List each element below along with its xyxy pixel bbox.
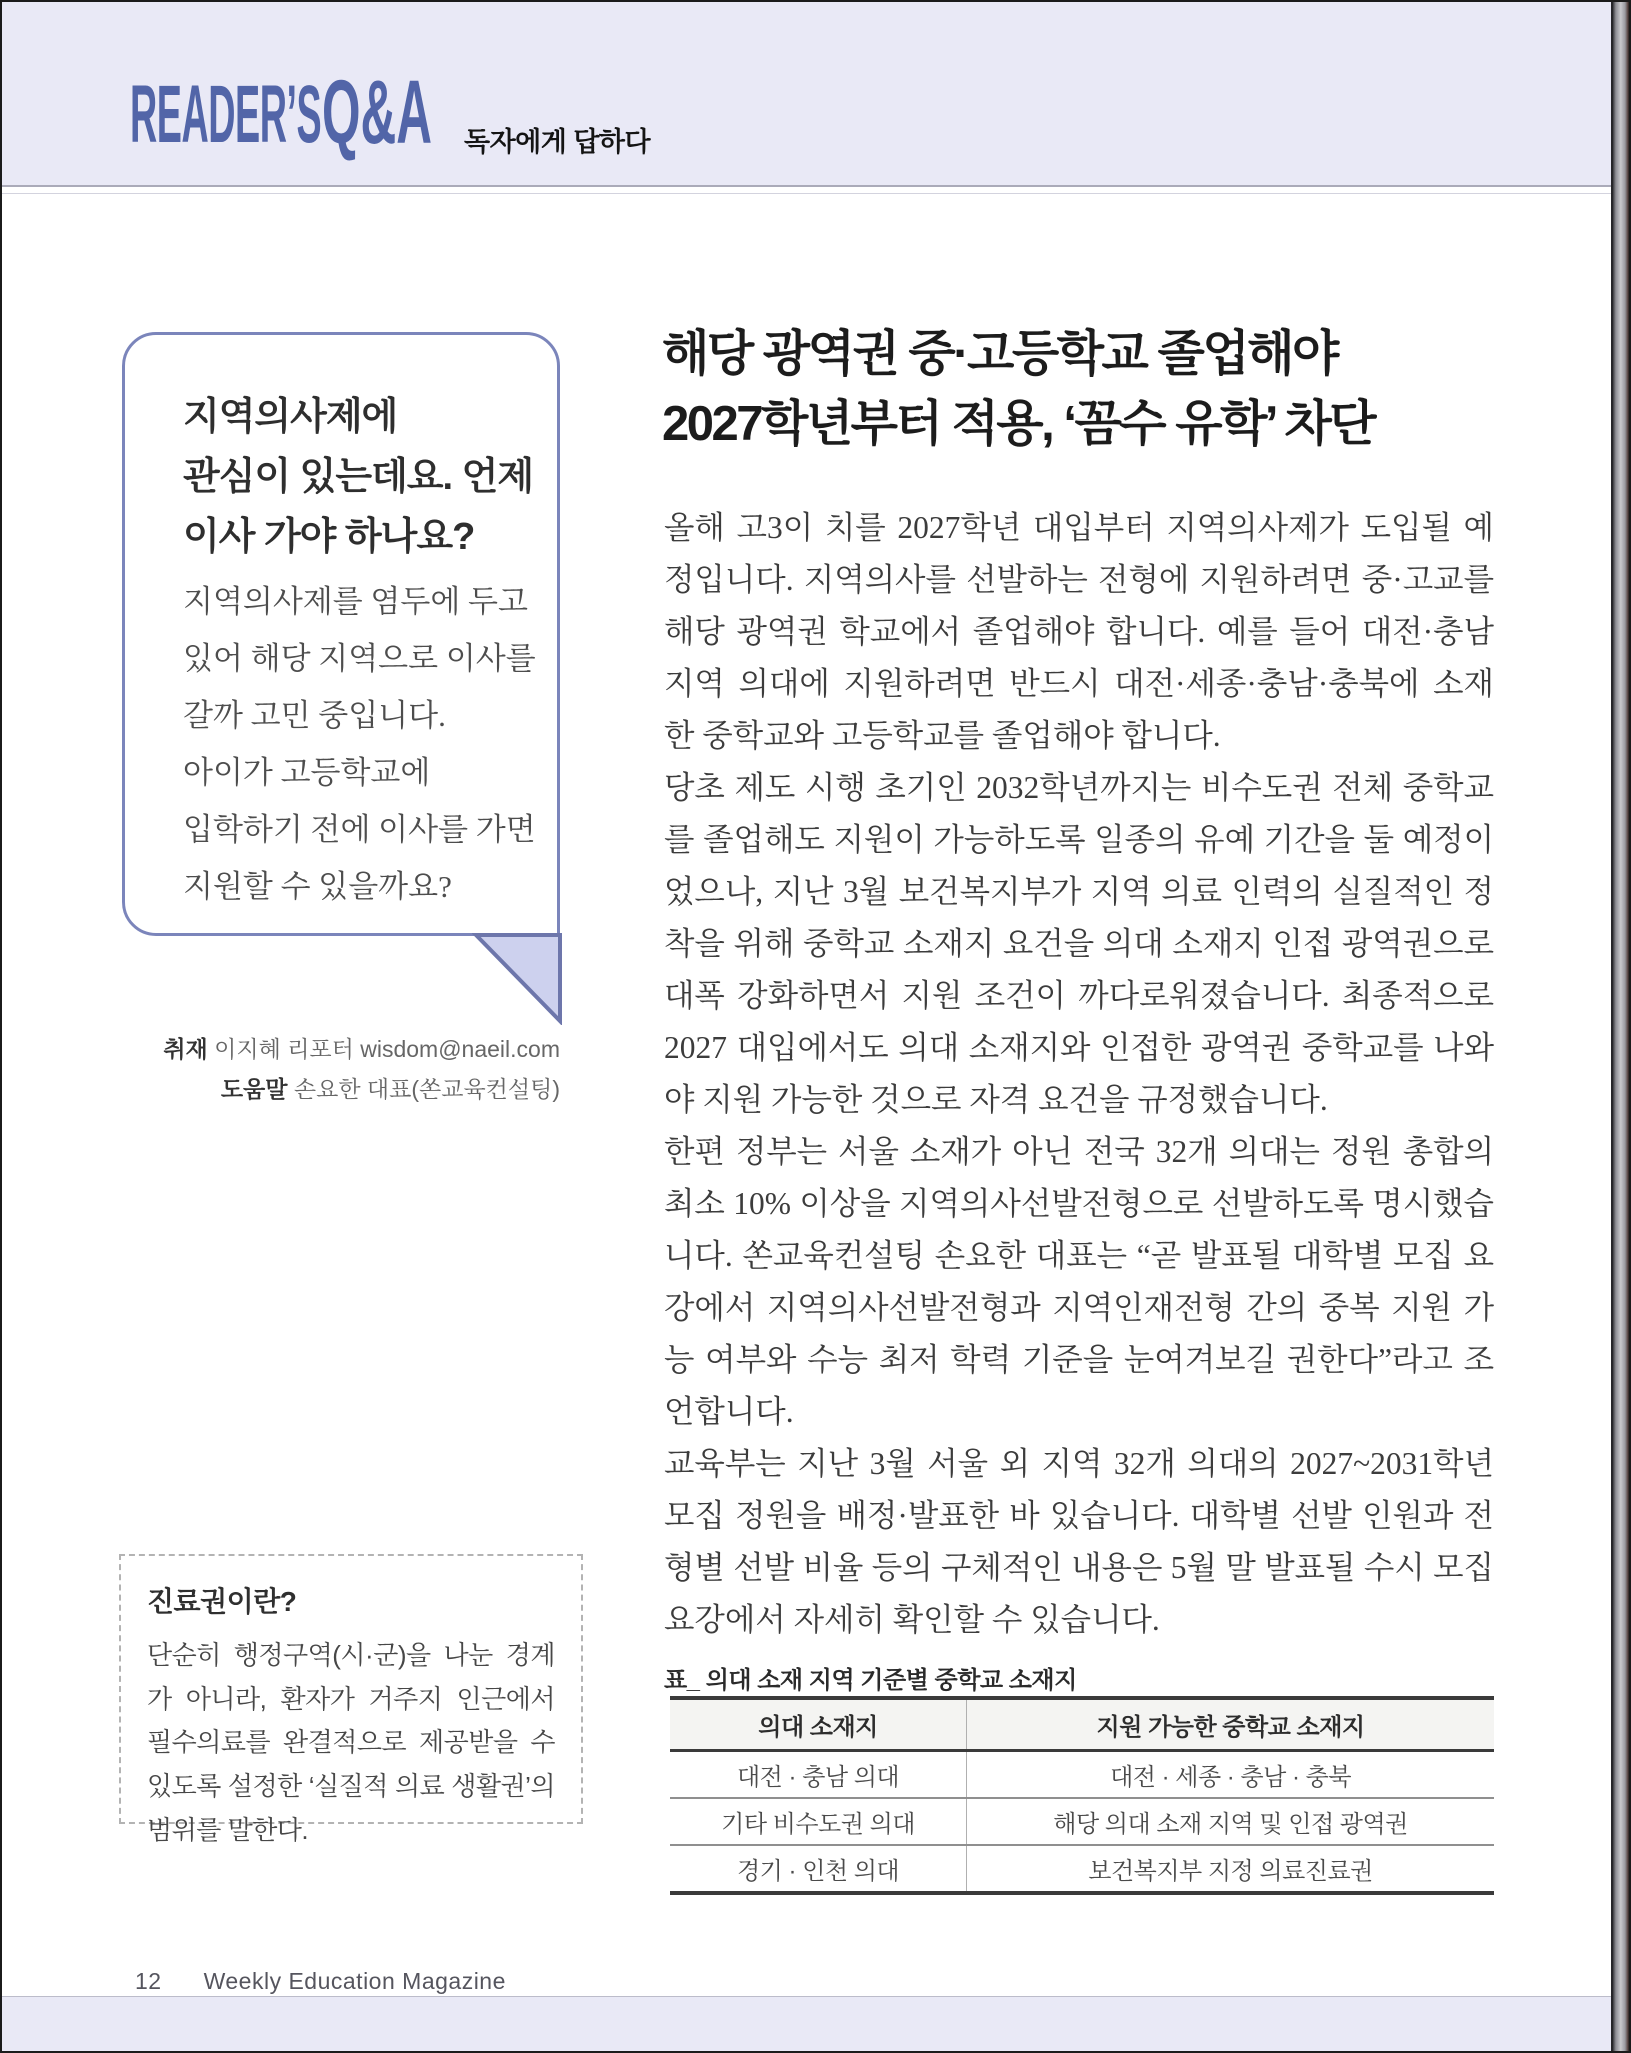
question-title-line: 지역의사제에: [183, 396, 398, 438]
article-paragraph: 교육부는 지난 3월 서울 외 지역 32개 의대의 2027~2031학년 모집 정원을 배정·발표한 바 있습니다. 대학별 선발 인원과 전형별 선발 비율 등의 구체적인 내용은 5월 말 발표될 수시 모집 요강에서 자세히 확인할 수 있습니다.: [664, 1446, 1495, 1637]
question-title-line: 이사 가야 하나요?: [183, 516, 475, 559]
header-band-hairline: [2, 193, 1613, 194]
table-caption: 표_ 의대 소재 지역 기준별 중학교 소재지: [664, 1667, 1077, 1694]
byline-helper-text: 손요한 대표(쏜교육컨설팅): [287, 1075, 560, 1102]
page-number: 12: [135, 1968, 162, 1994]
section-title-readers: READER’S: [130, 69, 322, 160]
table-row: [670, 1845, 1494, 1893]
table-row: [670, 1798, 1494, 1845]
question-body-line: 입학하기 전에 이사를 가면: [183, 812, 536, 848]
section-subtitle: 독자에게 답하다: [464, 127, 651, 157]
question-body-line: 갈까 고민 중입니다.: [183, 698, 446, 734]
table-row: [670, 1751, 1494, 1799]
article-title-line: 해당 광역권 중·고등학교 졸업해야: [662, 327, 1337, 381]
page-footer: [135, 1968, 506, 1995]
question-speech-bubble: [122, 332, 560, 936]
article-paragraph: 당초 제도 시행 초기인 2032학년까지는 비수도권 전체 중학교를 졸업해도 지원이 가능하도록 일종의 유예 기간을 둘 예정이었으나, 지난 3월 보건복지부가 지역 의료 인력의 실질적인 정착을 위해 중학교 소재지 요건을 의대 소재지 인접 광역권으로 대폭 강화하면서 지원 조건이 까다로워졌습니다. 최종적으로 2027 대입에서도 의대 소재지와 인접한 광역권 중학교를 나와야 지원 가능한 것으로 자격 요건을 규정했습니다.: [664, 770, 1494, 1117]
table-cell: 기타 비수도권 의대: [670, 1798, 967, 1845]
table-cell: 보건복지부 지정 의료진료권: [967, 1845, 1494, 1893]
table-header-cell: 지원 가능한 중학교 소재지: [967, 1698, 1494, 1751]
question-body-line: 지원할 수 있을까요?: [183, 869, 452, 905]
byline-reporter-label: 취재: [163, 1036, 208, 1062]
table-cell: 해당 의대 소재 지역 및 인접 광역권: [967, 1798, 1494, 1845]
article-title-line: 2027학년부터 적용, ‘꼼수 유학’ 차단: [662, 396, 1375, 451]
question-body-line: 아이가 고등학교에: [183, 755, 431, 791]
article-title: [662, 320, 1502, 459]
table-cell: 대전 · 충남 의대: [670, 1751, 967, 1799]
info-box-title: 진료권이란?: [147, 1586, 297, 1617]
table-header-cell: 의대 소재지: [670, 1698, 967, 1751]
question-title-line: 관심이 있는데요. 언제: [183, 456, 534, 499]
question-body: [183, 573, 536, 915]
byline-helper: [122, 1070, 560, 1110]
table-header-row: [670, 1698, 1494, 1751]
info-box-body: 단순히 행정구역(시·군)을 나눈 경계가 아니라, 환자가 거주지 인근에서 필수의료를 완결적으로 제공받을 수 있도록 설정한 ‘실질적 의료 생활권’의 범위를 말한다.: [147, 1640, 555, 1845]
middle-school-location-table: [670, 1696, 1494, 1895]
question-title: [183, 387, 533, 567]
question-body-line: 있어 해당 지역으로 이사를: [183, 641, 536, 677]
table-cell: 대전 · 세종 · 충남 · 충북: [967, 1751, 1494, 1799]
article-paragraph: 한편 정부는 서울 소재가 아닌 전국 32개 의대는 정원 총합의 최소 10% 이상을 지역의사선발전형으로 선발하도록 명시했습니다. 쏜교육컨설팅 손요한 대표는 “곧 발표될 대학별 모집 요강에서 지역의사선발전형과 지역인재전형 간의 중복 지원 가능 여부와 수능 최저 학력 기준을 눈여겨보길 권한다”라고 조언합니다.: [664, 1134, 1494, 1429]
info-box-medical-district: [119, 1554, 583, 1845]
speech-bubble-tail-icon: [472, 933, 564, 1025]
question-body-line: 지역의사제를 염두에 두고: [183, 584, 528, 619]
table-cell: 경기 · 인천 의대: [670, 1845, 967, 1893]
byline-reporter-text: 이지혜 리포터 wisdom@naeil.com: [207, 1036, 560, 1062]
byline-helper-label: 도움말: [220, 1075, 288, 1102]
article-paragraph: 올해 고3이 치를 2027학년 대입부터 지역의사제가 도입될 예정입니다. 지역의사를 선발하는 전형에 지원하려면 중·고교를 해당 광역권 학교에서 졸업해야 합니다. 예를 들어 대전·충남 지역 의대에 지원하려면 반드시 대전·세종·충남·충북에 소재한 중학교와 고등학교를 졸업해야 합니다.: [664, 510, 1494, 753]
article-body: [664, 502, 1494, 1646]
byline: [122, 1030, 560, 1109]
magazine-name: Weekly Education Magazine: [203, 1968, 506, 1994]
section-title-qa: Q&A: [322, 63, 432, 163]
footer-band: [2, 1996, 1613, 2053]
book-page-edge: [1611, 2, 1629, 2051]
byline-reporter: [122, 1030, 560, 1070]
